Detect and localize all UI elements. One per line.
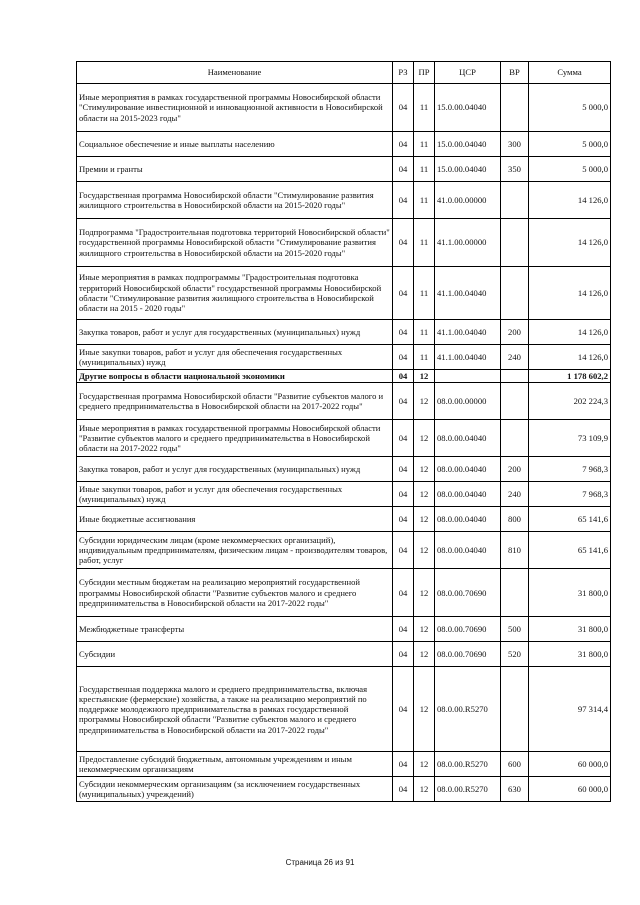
row-csr-cell: 08.0.00.00000 — [435, 383, 501, 420]
row-name-cell: Другие вопросы в области национальной экономики — [77, 370, 393, 383]
row-rz-cell: 04 — [393, 507, 414, 532]
table-header-row — [77, 62, 611, 84]
column-header-csr: ЦСР — [435, 62, 501, 84]
table-row — [77, 345, 611, 370]
row-csr-cell: 08.0.00.04040 — [435, 420, 501, 457]
row-sum-cell: 14 126,0 — [529, 182, 611, 219]
row-rz-cell: 04 — [393, 482, 414, 507]
row-rz-cell: 04 — [393, 157, 414, 182]
row-name-cell: Закупка товаров, работ и услуг для государственных (муниципальных) нужд — [77, 457, 393, 482]
row-rz-cell: 04 — [393, 532, 414, 569]
row-csr-cell: 15.0.00.04040 — [435, 157, 501, 182]
row-name-cell: Субсидии юридическим лицам (кроме некоммерческих организаций), индивидуальным предпринимателям, физическим лицам - производителям товаров, работ, услуг — [77, 532, 393, 569]
row-pr-cell: 11 — [414, 267, 435, 320]
row-pr-cell: 12 — [414, 752, 435, 777]
column-header-pr: ПР — [414, 62, 435, 84]
table-row — [77, 752, 611, 777]
row-vr-cell: 500 — [501, 617, 529, 642]
row-csr-cell: 15.0.00.04040 — [435, 84, 501, 132]
row-csr-cell: 08.0.00.70690 — [435, 617, 501, 642]
row-sum-cell: 60 000,0 — [529, 777, 611, 802]
row-csr-cell: 08.0.00.04040 — [435, 457, 501, 482]
table-row — [77, 617, 611, 642]
row-csr-cell: 41.1.00.04040 — [435, 267, 501, 320]
row-csr-cell: 08.0.00.R5270 — [435, 667, 501, 752]
row-pr-cell: 12 — [414, 383, 435, 420]
row-pr-cell: 12 — [414, 482, 435, 507]
row-sum-cell: 65 141,6 — [529, 532, 611, 569]
row-rz-cell: 04 — [393, 457, 414, 482]
row-csr-cell: 41.1.00.04040 — [435, 345, 501, 370]
row-vr-cell — [501, 219, 529, 267]
row-sum-cell: 7 968,3 — [529, 482, 611, 507]
row-sum-cell: 31 800,0 — [529, 642, 611, 667]
table-row — [77, 182, 611, 219]
row-vr-cell — [501, 182, 529, 219]
row-rz-cell: 04 — [393, 569, 414, 617]
row-name-cell: Межбюджетные трансферты — [77, 617, 393, 642]
row-name-cell: Субсидии местным бюджетам на реализацию мероприятий государственной программы Новосибирской области "Развитие субъектов малого и среднего предпринимательства в Новосибирской области на 2017-2022 годы" — [77, 569, 393, 617]
table-row — [77, 642, 611, 667]
table-row — [77, 219, 611, 267]
row-name-cell: Иные бюджетные ассигнования — [77, 507, 393, 532]
row-vr-cell: 350 — [501, 157, 529, 182]
row-pr-cell: 12 — [414, 569, 435, 617]
row-rz-cell: 04 — [393, 752, 414, 777]
row-pr-cell: 11 — [414, 182, 435, 219]
row-sum-cell: 1 178 602,2 — [529, 370, 611, 383]
table-row — [77, 370, 611, 383]
row-csr-cell: 08.0.00.04040 — [435, 507, 501, 532]
column-header-vr: ВР — [501, 62, 529, 84]
row-vr-cell — [501, 267, 529, 320]
row-name-cell: Государственная поддержка малого и среднего предпринимательства, включая крестьянские (фермерские) хозяйства, а также на реализацию мероприятий по поддержке молодежного предпринимательства в рамках государственной программы Новосибирской области "Развитие субъектов малого и среднего предпринимательства в Новосибирской области на 2017-2022 годы" — [77, 667, 393, 752]
row-rz-cell: 04 — [393, 320, 414, 345]
column-header-name: Наименование — [77, 62, 393, 84]
table-row — [77, 482, 611, 507]
row-sum-cell: 31 800,0 — [529, 569, 611, 617]
table-row — [77, 84, 611, 132]
row-csr-cell: 08.0.00.70690 — [435, 642, 501, 667]
row-rz-cell: 04 — [393, 617, 414, 642]
row-sum-cell: 31 800,0 — [529, 617, 611, 642]
row-name-cell: Иные закупки товаров, работ и услуг для обеспечения государственных (муниципальных) нужд — [77, 482, 393, 507]
row-name-cell: Предоставление субсидий бюджетным, автономным учреждениям и иным некоммерческим организациям — [77, 752, 393, 777]
row-name-cell: Иные мероприятия в рамках государственной программы Новосибирской области "Развитие субъектов малого и среднего предпринимательства в Новосибирской области на 2017-2022 годы" — [77, 420, 393, 457]
row-sum-cell: 7 968,3 — [529, 457, 611, 482]
row-pr-cell: 12 — [414, 667, 435, 752]
row-sum-cell: 14 126,0 — [529, 320, 611, 345]
row-rz-cell: 04 — [393, 84, 414, 132]
row-name-cell: Субсидии некоммерческим организациям (за исключением государственных (муниципальных) учреждений) — [77, 777, 393, 802]
row-csr-cell: 08.0.00.R5270 — [435, 777, 501, 802]
row-vr-cell — [501, 84, 529, 132]
row-sum-cell: 73 109,9 — [529, 420, 611, 457]
row-vr-cell: 200 — [501, 457, 529, 482]
table-row — [77, 420, 611, 457]
row-csr-cell: 08.0.00.70690 — [435, 569, 501, 617]
row-name-cell: Социальное обеспечение и иные выплаты населению — [77, 132, 393, 157]
row-vr-cell — [501, 667, 529, 752]
table-row — [77, 507, 611, 532]
row-rz-cell: 04 — [393, 345, 414, 370]
row-csr-cell: 08.0.00.R5270 — [435, 752, 501, 777]
row-vr-cell: 200 — [501, 320, 529, 345]
row-rz-cell: 04 — [393, 132, 414, 157]
row-csr-cell — [435, 370, 501, 383]
row-name-cell: Премии и гранты — [77, 157, 393, 182]
row-vr-cell: 520 — [501, 642, 529, 667]
row-csr-cell: 08.0.00.04040 — [435, 482, 501, 507]
row-name-cell: Иные мероприятия в рамках государственной программы Новосибирской области "Стимулирование инвестиционной и инновационной активности в Новосибирской области на 2015-2023 годы" — [77, 84, 393, 132]
row-rz-cell: 04 — [393, 370, 414, 383]
table-row — [77, 320, 611, 345]
table-row — [77, 267, 611, 320]
row-name-cell: Государственная программа Новосибирской области "Стимулирование развития жилищного строительства в Новосибирской области на 2015-2020 годы" — [77, 182, 393, 219]
budget-table — [76, 61, 611, 802]
row-sum-cell: 97 314,4 — [529, 667, 611, 752]
row-rz-cell: 04 — [393, 420, 414, 457]
row-vr-cell: 300 — [501, 132, 529, 157]
row-rz-cell: 04 — [393, 642, 414, 667]
row-sum-cell: 202 224,3 — [529, 383, 611, 420]
row-vr-cell — [501, 569, 529, 617]
row-vr-cell — [501, 383, 529, 420]
row-csr-cell: 41.1.00.04040 — [435, 320, 501, 345]
row-sum-cell: 14 126,0 — [529, 219, 611, 267]
row-sum-cell: 65 141,6 — [529, 507, 611, 532]
column-header-rz: РЗ — [393, 62, 414, 84]
row-pr-cell: 12 — [414, 370, 435, 383]
row-vr-cell — [501, 420, 529, 457]
row-sum-cell: 5 000,0 — [529, 84, 611, 132]
row-rz-cell: 04 — [393, 777, 414, 802]
row-sum-cell: 5 000,0 — [529, 132, 611, 157]
table-row — [77, 132, 611, 157]
row-rz-cell: 04 — [393, 182, 414, 219]
row-vr-cell: 240 — [501, 345, 529, 370]
row-sum-cell: 14 126,0 — [529, 267, 611, 320]
row-pr-cell: 11 — [414, 219, 435, 267]
row-sum-cell: 60 000,0 — [529, 752, 611, 777]
row-name-cell: Иные закупки товаров, работ и услуг для обеспечения государственных (муниципальных) нужд — [77, 345, 393, 370]
row-pr-cell: 11 — [414, 84, 435, 132]
row-pr-cell: 12 — [414, 617, 435, 642]
row-vr-cell — [501, 370, 529, 383]
table-row — [77, 383, 611, 420]
row-vr-cell: 600 — [501, 752, 529, 777]
row-rz-cell: 04 — [393, 667, 414, 752]
row-name-cell: Закупка товаров, работ и услуг для государственных (муниципальных) нужд — [77, 320, 393, 345]
row-sum-cell: 5 000,0 — [529, 157, 611, 182]
page-footer: Страница 26 из 91 — [285, 858, 355, 867]
row-name-cell: Субсидии — [77, 642, 393, 667]
row-csr-cell: 41.0.00.00000 — [435, 182, 501, 219]
row-vr-cell: 800 — [501, 507, 529, 532]
row-pr-cell: 11 — [414, 320, 435, 345]
row-rz-cell: 04 — [393, 383, 414, 420]
row-rz-cell: 04 — [393, 267, 414, 320]
row-vr-cell: 630 — [501, 777, 529, 802]
table-row — [77, 457, 611, 482]
table-row — [77, 777, 611, 802]
table-row — [77, 532, 611, 569]
row-vr-cell: 810 — [501, 532, 529, 569]
row-vr-cell: 240 — [501, 482, 529, 507]
row-name-cell: Государственная программа Новосибирской области "Развитие субъектов малого и среднего предпринимательства в Новосибирской области на 2017-2022 годы" — [77, 383, 393, 420]
row-csr-cell: 15.0.00.04040 — [435, 132, 501, 157]
row-csr-cell: 08.0.00.04040 — [435, 532, 501, 569]
row-sum-cell: 14 126,0 — [529, 345, 611, 370]
column-header-sum: Сумма — [529, 62, 611, 84]
row-name-cell: Подпрограмма "Градостроительная подготовка территорий Новосибирской области" государственной программы Новосибирской области "Стимулирование развития жилищного строительства в Новосибирской области на 2015-2020 годы" — [77, 219, 393, 267]
row-pr-cell: 12 — [414, 777, 435, 802]
row-pr-cell: 11 — [414, 345, 435, 370]
table-body — [77, 84, 611, 802]
row-pr-cell: 12 — [414, 507, 435, 532]
row-pr-cell: 12 — [414, 457, 435, 482]
row-name-cell: Иные мероприятия в рамках подпрограммы "Градостроительная подготовка территорий Новосибирской области" государственной программы Новосибирской области "Стимулирование развития жилищного строительства в Новосибирской области на 2015 - 2020 годы" — [77, 267, 393, 320]
row-pr-cell: 12 — [414, 532, 435, 569]
row-rz-cell: 04 — [393, 219, 414, 267]
row-pr-cell: 12 — [414, 420, 435, 457]
table-row — [77, 667, 611, 752]
row-pr-cell: 11 — [414, 132, 435, 157]
table-row — [77, 569, 611, 617]
row-pr-cell: 12 — [414, 642, 435, 667]
row-csr-cell: 41.1.00.00000 — [435, 219, 501, 267]
row-pr-cell: 11 — [414, 157, 435, 182]
table-row — [77, 157, 611, 182]
